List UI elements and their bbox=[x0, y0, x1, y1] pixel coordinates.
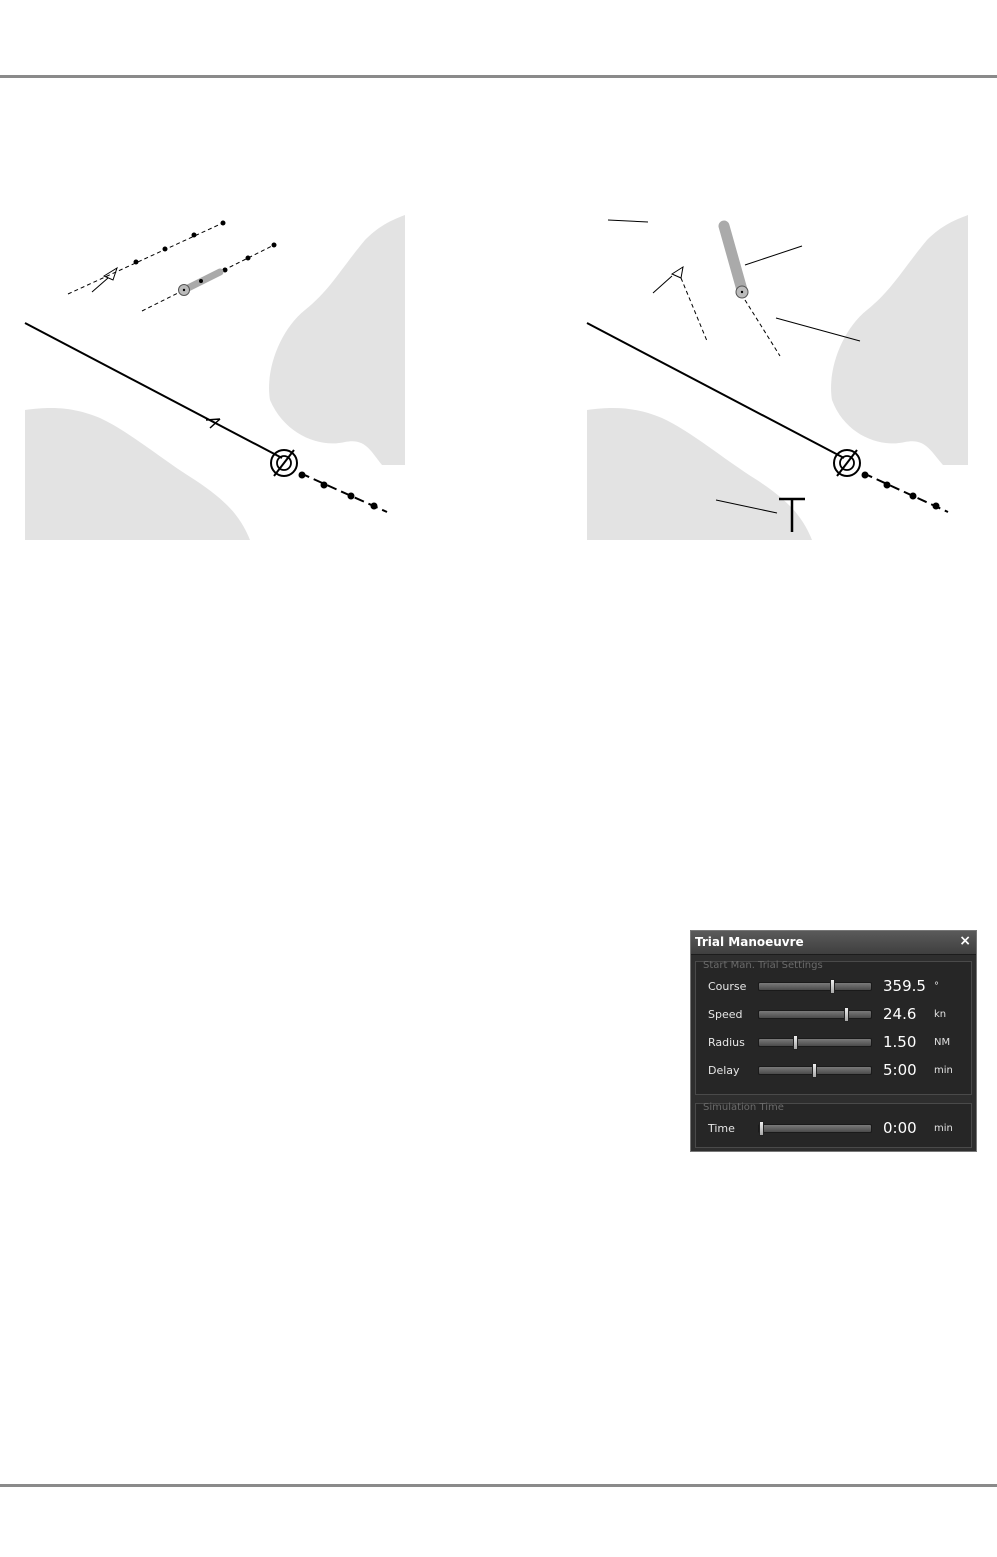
panel-titlebar[interactable] bbox=[691, 931, 976, 955]
speed-label: Speed bbox=[708, 1008, 743, 1021]
radius-label: Radius bbox=[708, 1036, 745, 1049]
close-icon[interactable]: × bbox=[959, 933, 971, 949]
radius-value: 1.50 bbox=[883, 1033, 917, 1051]
radius-slider-thumb[interactable] bbox=[793, 1035, 798, 1050]
land-shape-top-right bbox=[269, 215, 405, 465]
simulation-time-group bbox=[695, 1103, 972, 1148]
target-track-line bbox=[681, 278, 707, 341]
speed-slider-thumb[interactable] bbox=[844, 1007, 849, 1022]
delay-slider[interactable] bbox=[758, 1066, 872, 1075]
speed-slider[interactable] bbox=[758, 1010, 872, 1019]
leader-line-2 bbox=[745, 246, 802, 265]
radius-unit: NM bbox=[934, 1037, 951, 1048]
top-rule bbox=[0, 75, 997, 78]
target-vessel-icon bbox=[179, 272, 221, 296]
time-value: 0:00 bbox=[883, 1119, 917, 1137]
radius-row bbox=[696, 1032, 971, 1054]
land-shape-bottom-left bbox=[25, 408, 250, 540]
course-row bbox=[696, 976, 971, 998]
trial-vessel-icon bbox=[724, 226, 748, 298]
speed-row bbox=[696, 1004, 971, 1026]
course-label: Course bbox=[708, 980, 747, 993]
time-label: Time bbox=[708, 1122, 735, 1135]
course-slider-thumb[interactable] bbox=[830, 979, 835, 994]
radius-slider[interactable] bbox=[758, 1038, 872, 1047]
delay-value: 5:00 bbox=[883, 1061, 917, 1079]
figure-right-diagram bbox=[580, 210, 975, 545]
own-ship-symbol-icon bbox=[271, 450, 297, 476]
target-track-dots-lower bbox=[223, 243, 277, 273]
trial-manoeuvre-panel bbox=[690, 930, 977, 1152]
target-triangle-icon bbox=[653, 267, 683, 293]
predicted-track-dots bbox=[862, 472, 940, 510]
speed-value: 24.6 bbox=[883, 1005, 917, 1023]
land-shape-bottom-left bbox=[587, 408, 812, 540]
time-row bbox=[696, 1118, 971, 1140]
course-value: 359.5 bbox=[883, 977, 926, 995]
trial-settings-group bbox=[695, 961, 972, 1095]
delay-label: Delay bbox=[708, 1064, 740, 1077]
speed-unit: kn bbox=[934, 1009, 947, 1020]
delay-row bbox=[696, 1060, 971, 1082]
target-triangle-icon bbox=[92, 268, 117, 292]
leader-line-1 bbox=[608, 220, 648, 222]
predicted-track-dots bbox=[299, 472, 378, 510]
trial-vessel-track-line bbox=[745, 300, 780, 356]
course-unit: ° bbox=[934, 981, 939, 992]
simulation-time-group-title: Simulation Time bbox=[703, 1102, 784, 1113]
time-unit: min bbox=[934, 1123, 953, 1134]
delay-slider-thumb[interactable] bbox=[812, 1063, 817, 1078]
figure-left-diagram bbox=[20, 210, 410, 545]
land-shape-top-right bbox=[831, 215, 968, 465]
time-slider[interactable] bbox=[758, 1124, 872, 1133]
trial-settings-group-title: Start Man. Trial Settings bbox=[703, 960, 823, 971]
course-slider[interactable] bbox=[758, 982, 872, 991]
panel-title: Trial Manoeuvre bbox=[695, 935, 804, 949]
own-ship-symbol-icon bbox=[834, 450, 860, 476]
bottom-rule bbox=[0, 1484, 997, 1487]
delay-unit: min bbox=[934, 1065, 953, 1076]
leader-line-3 bbox=[776, 318, 860, 341]
time-slider-thumb[interactable] bbox=[759, 1121, 764, 1136]
